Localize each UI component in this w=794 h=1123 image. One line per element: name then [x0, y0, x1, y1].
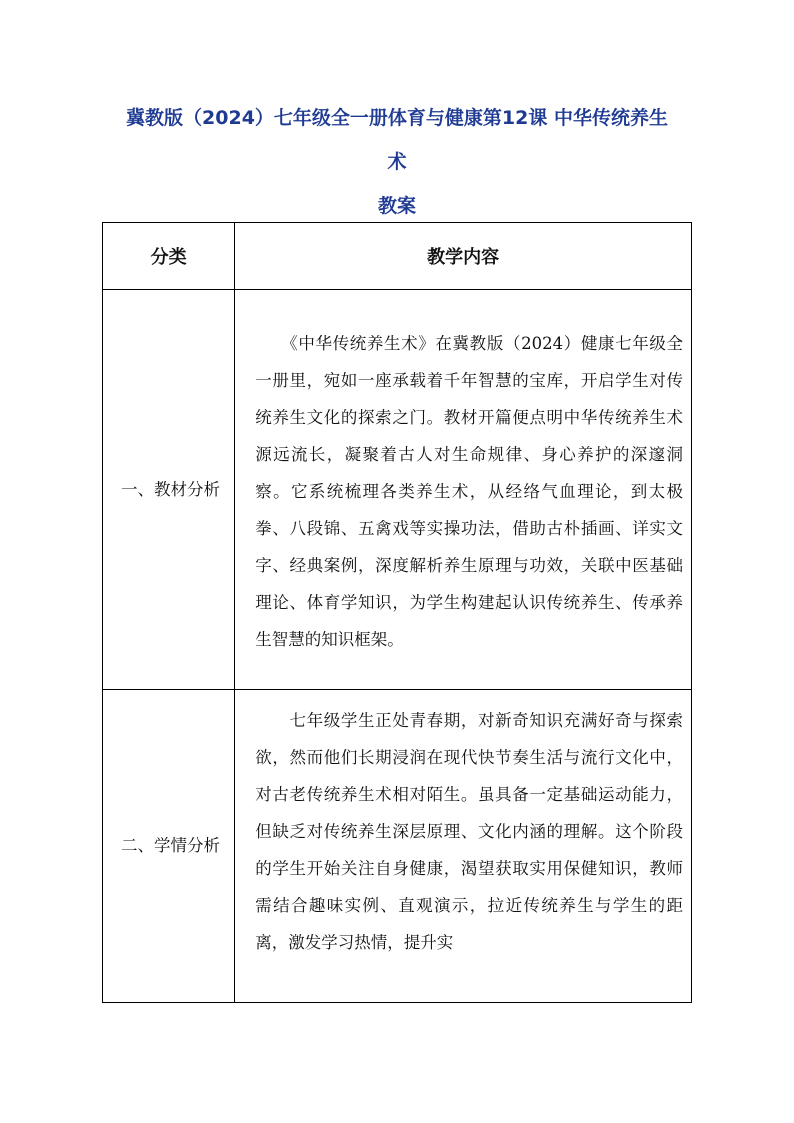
table-row — [103, 690, 692, 1003]
content-cell: 七年级学生正处青春期，对新奇知识充满好奇与探索欲，然而他们长期浸润在现代快节奏生活与流行文化中，对古老传统养生术相对陌生。虽具备一定基础运动能力，但缺乏对传统养生深层原理、文化内涵的理解。这个阶段的学生开始关注自身健康，渴望获取实用保健知识，教师需结合趣味实例、直观演示，拉近传统养生与学生的距离，激发学习热情，提升实 — [235, 690, 692, 1003]
category-cell: 二、学情分析 — [103, 690, 235, 1003]
document-title — [100, 96, 694, 228]
title-line-2: 术 — [387, 151, 407, 173]
content-cell: 《中华传统养生术》在冀教版（2024）健康七年级全一册里，宛如一座承载着千年智慧的宝库，开启学生对传统养生文化的探索之门。教材开篇便点明中华传统养生术源远流长，凝聚着古人对生命规律、身心养护的深邃洞察。它系统梳理各类养生术，从经络气血理论，到太极拳、八段锦、五禽戏等实操功法，借助古朴插画、详实文字、经典案例，深度解析养生原理与功效，关联中医基础理论、体育学知识，为学生构建起认识传统养生、传承养生智慧的知识框架。 — [235, 290, 692, 690]
table-row — [103, 290, 692, 690]
table-header-row — [103, 223, 692, 290]
category-cell: 一、教材分析 — [103, 290, 235, 690]
title-line-1: 冀教版（2024）七年级全一册体育与健康第12课 中华传统养生 — [126, 107, 668, 129]
lesson-plan-table — [102, 222, 692, 1003]
title-line-3: 教案 — [377, 195, 416, 217]
header-content: 教学内容 — [235, 223, 692, 290]
header-category: 分类 — [103, 223, 235, 290]
